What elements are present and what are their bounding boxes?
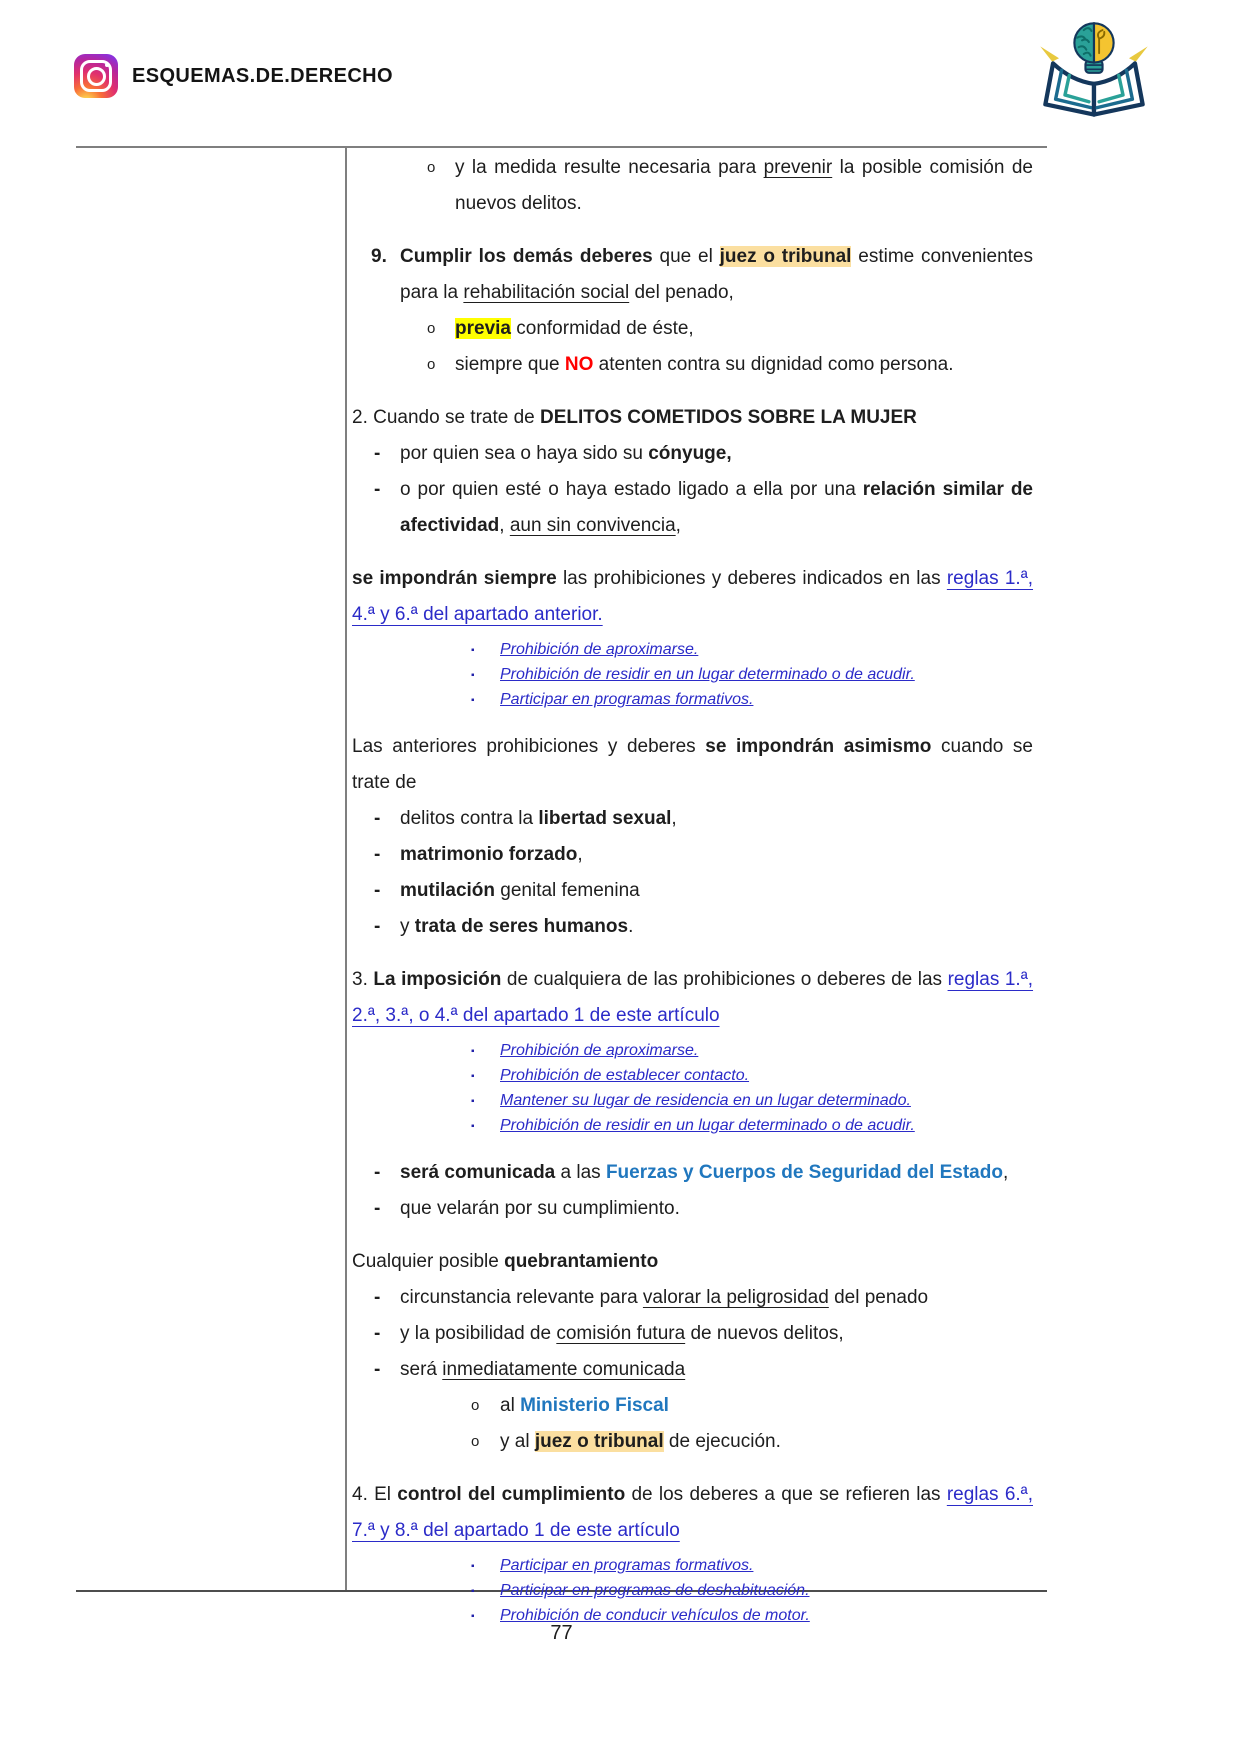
text-run: y la posibilidad de — [400, 1323, 557, 1344]
text-run: que velarán por su cumplimiento. — [400, 1198, 680, 1219]
text-run: se impondrán siempre — [352, 568, 557, 589]
text-run: Cualquier posible — [352, 1251, 505, 1272]
list-item — [347, 1553, 1047, 1578]
list-item — [347, 909, 1047, 945]
dash-bullet: - — [374, 880, 381, 901]
text-run: de ejecución. — [663, 1431, 781, 1452]
text-run: siempre que — [455, 354, 565, 375]
dash-bullet: - — [374, 844, 381, 865]
link[interactable]: Participar en programas formativos. — [500, 691, 754, 708]
text-run: aun sin convivencia — [509, 515, 676, 536]
text-run: , — [671, 808, 677, 829]
text-run: será comunicada — [400, 1162, 556, 1183]
text-run: Fuerzas y Cuerpos de Seguridad del Estado — [605, 1162, 1003, 1183]
dash-bullet: - — [374, 1198, 381, 1219]
list-item — [347, 347, 1047, 383]
text-run: las prohibiciones y deberes indicados en las — [556, 568, 947, 589]
text-run: rehabilitación social — [463, 282, 630, 303]
circle-bullet: o — [427, 159, 436, 176]
text-run: de los deberes a que se refieren las — [625, 1484, 947, 1505]
text-run: se impondrán asimismo — [705, 736, 932, 757]
list-item — [347, 1280, 1047, 1316]
text-run: , — [675, 515, 681, 536]
text-run: . — [628, 916, 634, 937]
text-run: comisión futura — [556, 1323, 686, 1344]
paragraph — [347, 962, 1047, 1034]
text-run: matrimonio forzado — [400, 844, 578, 865]
text-run: por quien sea o haya sido su — [400, 443, 649, 464]
text-run: Las anteriores prohibiciones y deberes — [352, 736, 706, 757]
text-run: libertad sexual — [538, 808, 672, 829]
list-item — [347, 687, 1047, 712]
list-item — [347, 662, 1047, 687]
text-run: conformidad de éste, — [510, 318, 694, 339]
list-item — [347, 1352, 1047, 1388]
text-run: que el — [652, 246, 720, 267]
text-run: estime convenientes para la — [400, 246, 1033, 303]
circle-bullet: o — [471, 1397, 480, 1414]
list-item — [347, 1578, 1047, 1603]
list-item — [347, 150, 1047, 222]
dash-bullet: - — [374, 443, 381, 464]
document-body — [347, 150, 1047, 1624]
text-run: del penado — [828, 1287, 929, 1308]
link[interactable]: reglas 1.ª, 2.ª, 3.ª, o 4.ª del apartado 1 de este artículo — [352, 969, 1034, 1026]
paragraph — [347, 729, 1047, 801]
text-run: Ministerio Fiscal — [520, 1395, 669, 1416]
text-run: La imposición — [373, 969, 502, 990]
text-run: o por quien esté o haya estado ligado a ella por una — [400, 479, 863, 500]
text-run: inmediatamente comunicada — [442, 1359, 686, 1380]
list-item — [347, 1088, 1047, 1113]
text-run: , — [1002, 1162, 1009, 1183]
link[interactable]: Participar en programas de deshabituación. — [500, 1582, 810, 1599]
text-run: , — [577, 844, 583, 865]
paragraph — [347, 561, 1047, 633]
link[interactable]: Prohibición de residir en un lugar determinado o de acudir. — [500, 1117, 915, 1134]
text-run: la posible comisión de nuevos delitos. — [455, 157, 1033, 214]
text-run: juez o tribunal — [719, 246, 852, 267]
dash-bullet: - — [374, 1323, 381, 1344]
list-item — [347, 1155, 1047, 1191]
link[interactable]: Prohibición de establecer contacto. — [500, 1067, 750, 1084]
link[interactable]: Prohibición de aproximarse. — [500, 641, 699, 658]
brand-name: ESQUEMAS.DE.DERECHO — [132, 64, 393, 87]
text-run: mutilación — [400, 880, 496, 901]
item-number: 9. — [371, 246, 387, 267]
camera-flash-dot — [105, 63, 109, 67]
text-run: 4. El — [352, 1484, 398, 1505]
dash-bullet: - — [374, 479, 381, 500]
text-run: de cualquiera de las prohibiciones o deberes de las — [501, 969, 948, 990]
text-run: delitos contra la — [400, 808, 539, 829]
dash-bullet: - — [374, 1359, 381, 1380]
list-item — [347, 311, 1047, 347]
brain-bulb-book-logo — [1030, 12, 1158, 130]
text-run: juez o tribunal — [534, 1431, 664, 1452]
text-run: Cumplir los demás deberes — [400, 246, 653, 267]
text-run: al — [500, 1395, 521, 1416]
square-bullet-icon: ▪ — [471, 1046, 475, 1057]
list-item — [347, 239, 1047, 311]
dash-bullet: - — [374, 916, 381, 937]
text-run: quebrantamiento — [504, 1251, 659, 1272]
link[interactable]: reglas 1.ª, 4.ª y 6.ª del apartado anterior. — [352, 568, 1034, 625]
brand — [74, 54, 393, 98]
text-run: 2. Cuando se trate de — [352, 407, 541, 428]
link[interactable]: Participar en programas formativos. — [500, 1557, 754, 1574]
text-run: y la medida resulte necesaria para — [455, 157, 764, 178]
list-item — [347, 837, 1047, 873]
list-item — [347, 1038, 1047, 1063]
text-run: valorar la peligrosidad — [642, 1287, 829, 1308]
square-bullet-icon: ▪ — [471, 695, 475, 706]
list-item — [347, 1388, 1047, 1424]
list-item — [347, 436, 1047, 472]
link[interactable]: Prohibición de conducir vehículos de motor. — [500, 1607, 810, 1624]
square-bullet-icon: ▪ — [471, 1096, 475, 1107]
text-run: control del cumplimiento — [397, 1484, 626, 1505]
list-item — [347, 873, 1047, 909]
text-run: cónyuge, — [648, 443, 732, 464]
text-run: será — [400, 1359, 443, 1380]
circle-bullet: o — [427, 356, 436, 373]
text-run: a las — [555, 1162, 606, 1183]
dash-bullet: - — [374, 808, 381, 829]
text-run: y — [400, 916, 415, 937]
list-item — [347, 1424, 1047, 1460]
square-bullet-icon: ▪ — [471, 1071, 475, 1082]
paragraph — [347, 1244, 1047, 1280]
table-top-border — [76, 146, 1047, 148]
text-run: atenten contra su dignidad como persona. — [593, 354, 954, 375]
text-run: genital femenina — [495, 880, 640, 901]
circle-bullet: o — [471, 1433, 480, 1450]
text-run: trata de seres humanos — [414, 916, 629, 937]
list-item — [347, 1113, 1047, 1138]
list-item — [347, 801, 1047, 837]
list-item — [347, 1316, 1047, 1352]
link[interactable]: reglas 6.ª, 7.ª y 8.ª del apartado 1 de este artículo — [352, 1484, 1033, 1541]
dash-bullet: - — [374, 1287, 381, 1308]
link[interactable]: Mantener su lugar de residencia en un lugar determinado. — [500, 1092, 911, 1109]
instagram-icon — [74, 54, 118, 98]
text-run: de nuevos delitos, — [685, 1323, 844, 1344]
list-item — [347, 1191, 1047, 1227]
text-run: prevenir — [763, 157, 833, 178]
paragraph — [347, 400, 1047, 436]
text-run: previa — [455, 318, 511, 339]
square-bullet-icon: ▪ — [471, 1561, 475, 1572]
page-number: 77 — [550, 1622, 573, 1644]
link[interactable]: Prohibición de aproximarse. — [500, 1042, 699, 1059]
dash-bullet: - — [374, 1162, 381, 1183]
square-bullet-icon: ▪ — [471, 670, 475, 681]
text-run: cuando se trate de — [352, 736, 1034, 793]
text-run: NO — [564, 354, 594, 375]
link[interactable]: Prohibición de residir en un lugar determinado o de acudir. — [500, 666, 915, 683]
square-bullet-icon: ▪ — [471, 1586, 475, 1597]
text-run: 3. — [352, 969, 374, 990]
list-item — [347, 1063, 1047, 1088]
paragraph — [347, 1477, 1047, 1549]
text-run: y al — [500, 1431, 535, 1452]
square-bullet-icon: ▪ — [471, 645, 475, 656]
text-run: del penado, — [629, 282, 734, 303]
circle-bullet: o — [427, 320, 436, 337]
text-run: circunstancia relevante para — [400, 1287, 643, 1308]
square-bullet-icon: ▪ — [471, 1121, 475, 1132]
square-bullet-icon: ▪ — [471, 1611, 475, 1622]
text-run: relación similar de afectividad — [400, 479, 1033, 536]
list-item — [347, 637, 1047, 662]
text-run: , — [499, 515, 510, 536]
text-run: DELITOS COMETIDOS SOBRE LA MUJER — [540, 407, 917, 428]
list-item — [347, 472, 1047, 544]
